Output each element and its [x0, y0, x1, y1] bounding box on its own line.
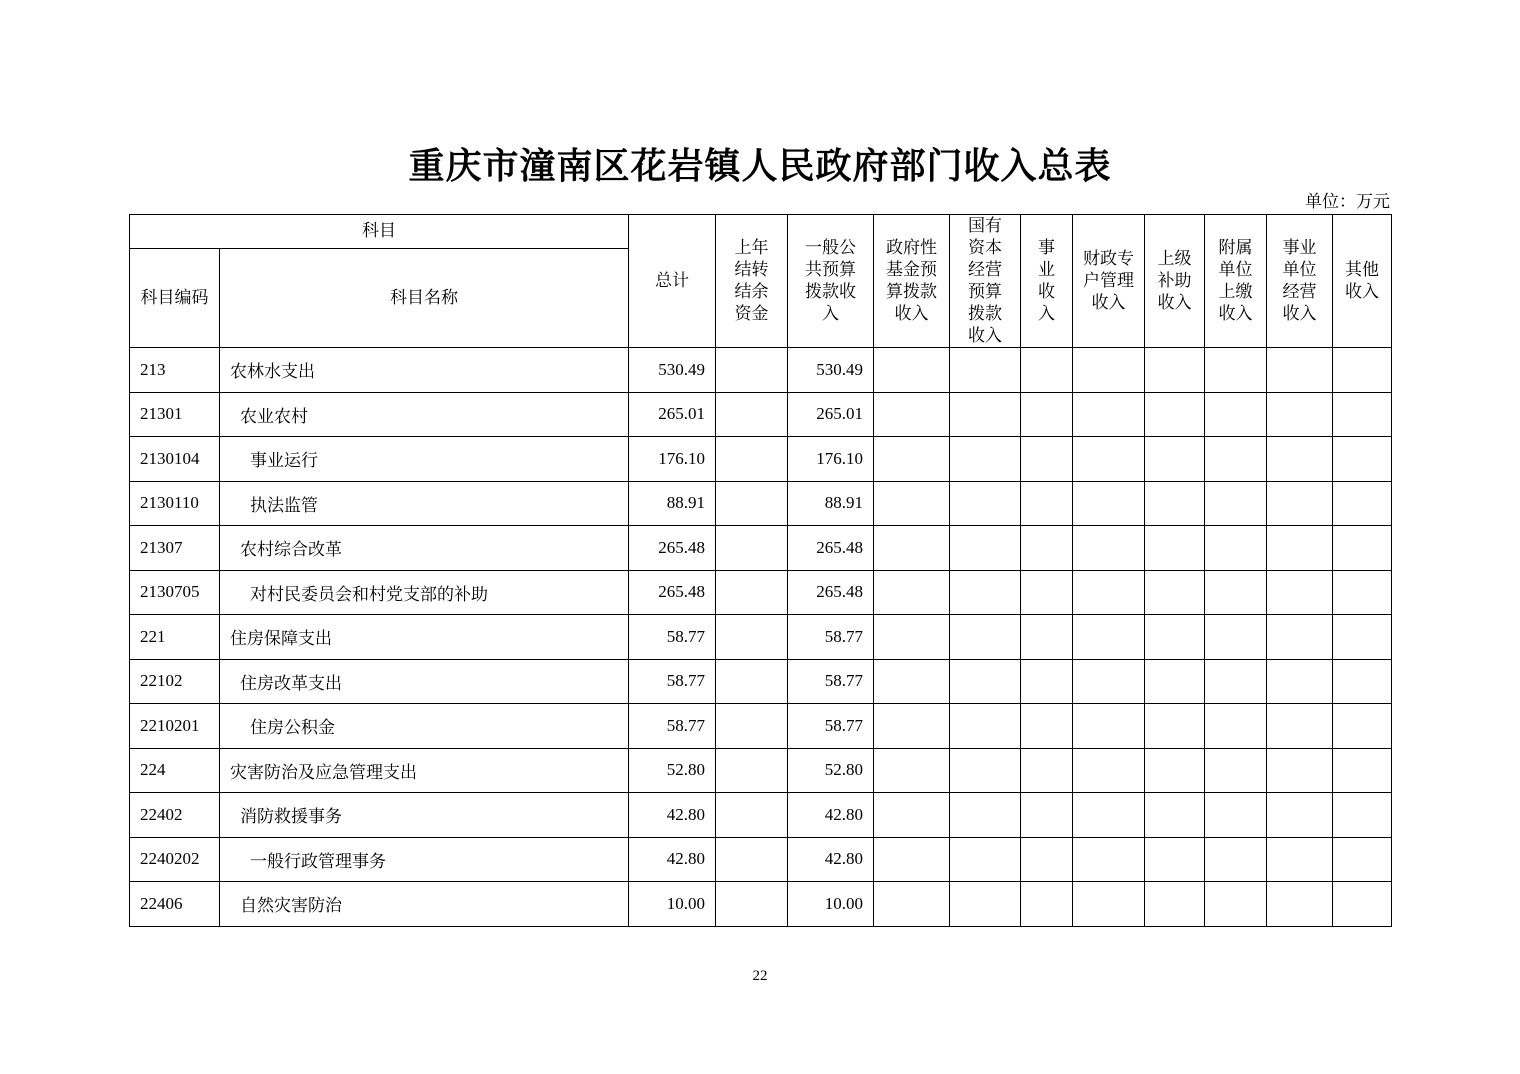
- row-general-budget: 10.00: [788, 882, 874, 927]
- row-code: 2130705: [130, 570, 220, 615]
- unit-label: 单位：万元: [1305, 192, 1390, 212]
- row-code: 221: [130, 615, 220, 660]
- header-carryover: 上年结转结余资金: [716, 215, 788, 348]
- row-general-budget: 88.91: [788, 481, 874, 526]
- row-carryover: [716, 437, 788, 482]
- header-subject-group: 科目: [130, 215, 629, 249]
- row-code: 213: [130, 348, 220, 393]
- table-row: [130, 526, 1392, 571]
- row-name: 执法监管: [220, 481, 629, 526]
- page-title: 重庆市潼南区花岩镇人民政府部门收入总表: [408, 145, 1112, 187]
- row-total: 52.80: [629, 748, 716, 793]
- header-other-income: 其他收入: [1333, 215, 1392, 348]
- row-name: 对村民委员会和村党支部的补助: [220, 570, 629, 615]
- table-row: [130, 704, 1392, 749]
- header-business-operation: 事业单位经营收入: [1267, 215, 1333, 348]
- row-total: 265.48: [629, 570, 716, 615]
- row-name: 消防救援事务: [220, 793, 629, 838]
- row-code: 22102: [130, 659, 220, 704]
- row-total: 88.91: [629, 481, 716, 526]
- row-carryover: [716, 348, 788, 393]
- row-name: 农业农村: [220, 392, 629, 437]
- header-total: 总计: [629, 215, 716, 348]
- row-name: 自然灾害防治: [220, 882, 629, 927]
- row-code: 22402: [130, 793, 220, 838]
- row-general-budget: 42.80: [788, 837, 874, 882]
- row-code: 21301: [130, 392, 220, 437]
- table-row: [130, 348, 1392, 393]
- row-carryover: [716, 748, 788, 793]
- header-superior-subsidy: 上级补助收入: [1145, 215, 1205, 348]
- row-code: 2210201: [130, 704, 220, 749]
- row-total: 58.77: [629, 659, 716, 704]
- row-total: 42.80: [629, 837, 716, 882]
- row-general-budget: 265.48: [788, 526, 874, 571]
- row-name: 事业运行: [220, 437, 629, 482]
- row-total: 176.10: [629, 437, 716, 482]
- table-row: [130, 392, 1392, 437]
- table-row: [130, 659, 1392, 704]
- table-row: [130, 793, 1392, 838]
- row-carryover: [716, 793, 788, 838]
- header-fiscal-special: 财政专户管理收入: [1073, 215, 1145, 348]
- row-name: 农村综合改革: [220, 526, 629, 571]
- table-row: [130, 570, 1392, 615]
- header-general-budget: 一般公共预算拨款收入: [788, 215, 874, 348]
- row-name: 住房保障支出: [220, 615, 629, 660]
- row-code: 22406: [130, 882, 220, 927]
- row-carryover: [716, 882, 788, 927]
- table-row: [130, 437, 1392, 482]
- row-total: 10.00: [629, 882, 716, 927]
- row-general-budget: 58.77: [788, 659, 874, 704]
- row-code: 224: [130, 748, 220, 793]
- row-general-budget: 265.48: [788, 570, 874, 615]
- row-code: 21307: [130, 526, 220, 571]
- row-general-budget: 52.80: [788, 748, 874, 793]
- income-summary-table: [129, 214, 1392, 927]
- table-row: [130, 615, 1392, 660]
- row-code: 2240202: [130, 837, 220, 882]
- table-row: [130, 882, 1392, 927]
- row-carryover: [716, 704, 788, 749]
- header-business-income: 事业收入: [1021, 215, 1073, 348]
- header-affiliated-payment: 附属单位上缴收入: [1205, 215, 1267, 348]
- row-name: 一般行政管理事务: [220, 837, 629, 882]
- header-gov-fund: 政府性基金预算拨款收入: [874, 215, 950, 348]
- row-carryover: [716, 659, 788, 704]
- row-total: 42.80: [629, 793, 716, 838]
- header-state-capital: 国有资本经营预算拨款收入: [950, 215, 1021, 348]
- table-row: [130, 481, 1392, 526]
- header-name: 科目名称: [220, 248, 629, 348]
- table-row: [130, 837, 1392, 882]
- row-name: 住房改革支出: [220, 659, 629, 704]
- page-number: 22: [752, 968, 768, 984]
- row-general-budget: 265.01: [788, 392, 874, 437]
- row-general-budget: 58.77: [788, 615, 874, 660]
- table-row: [130, 748, 1392, 793]
- row-general-budget: 176.10: [788, 437, 874, 482]
- row-carryover: [716, 526, 788, 571]
- row-general-budget: 530.49: [788, 348, 874, 393]
- row-general-budget: 58.77: [788, 704, 874, 749]
- row-general-budget: 42.80: [788, 793, 874, 838]
- header-code: 科目编码: [130, 248, 220, 348]
- row-code: 2130104: [130, 437, 220, 482]
- row-code: 2130110: [130, 481, 220, 526]
- row-name: 住房公积金: [220, 704, 629, 749]
- row-carryover: [716, 392, 788, 437]
- row-total: 530.49: [629, 348, 716, 393]
- row-carryover: [716, 615, 788, 660]
- row-carryover: [716, 570, 788, 615]
- row-name: 农林水支出: [220, 348, 629, 393]
- row-total: 265.48: [629, 526, 716, 571]
- row-carryover: [716, 481, 788, 526]
- row-total: 58.77: [629, 615, 716, 660]
- row-total: 58.77: [629, 704, 716, 749]
- row-total: 265.01: [629, 392, 716, 437]
- row-name: 灾害防治及应急管理支出: [220, 748, 629, 793]
- row-carryover: [716, 837, 788, 882]
